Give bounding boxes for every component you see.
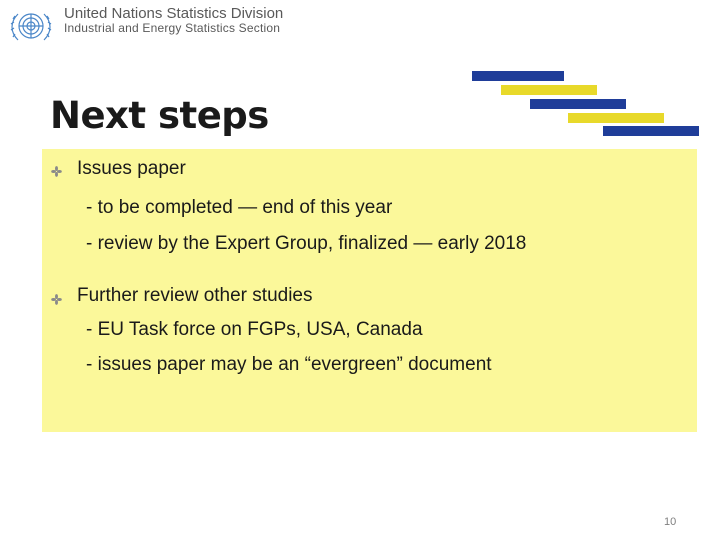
stripe-blue: [603, 126, 699, 136]
four-petal-diamond-icon: [51, 294, 62, 305]
stripe-blue: [472, 71, 564, 81]
slide-title: Next steps: [50, 94, 269, 137]
four-petal-diamond-icon: [51, 166, 62, 177]
bullet-text: Further review other studies: [77, 285, 313, 306]
stripe-yellow: [568, 113, 664, 123]
un-emblem-icon: [6, 6, 56, 46]
page-number: 10: [664, 516, 677, 528]
stripe-yellow: [501, 85, 597, 95]
stripe-blue: [530, 99, 626, 109]
sub-item-text: - to be completed — end of this year: [86, 197, 393, 218]
decorative-stripes: [470, 71, 702, 139]
sub-item-text: - issues paper may be an “evergreen” document: [86, 354, 492, 375]
sub-item-text: - EU Task force on FGPs, USA, Canada: [86, 319, 423, 340]
bullet-text: Issues paper: [77, 158, 186, 179]
sub-item-text: - review by the Expert Group, finalized — early 2018: [86, 233, 527, 254]
organization-section: Industrial and Energy Statistics Section: [64, 21, 281, 35]
organization-name: United Nations Statistics Division: [64, 5, 284, 22]
